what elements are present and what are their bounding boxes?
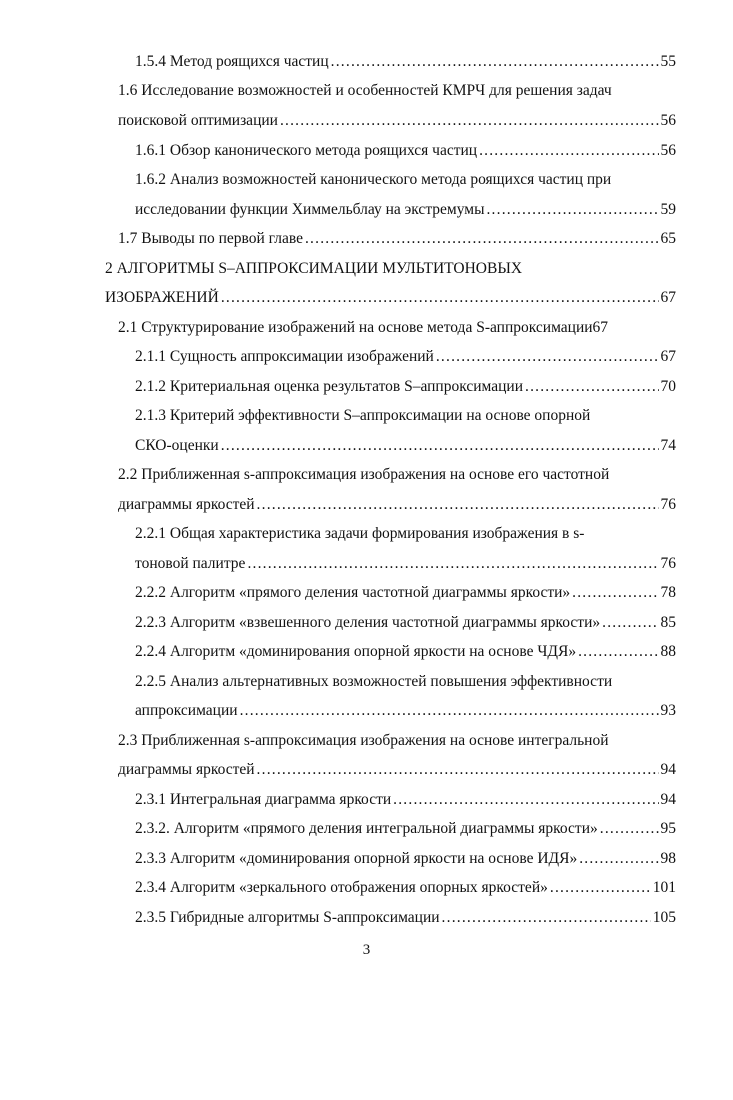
- toc-entry-title: ИЗОБРАЖЕНИЙ: [105, 289, 219, 306]
- toc-entry-page: 67: [592, 319, 609, 336]
- toc-entry-page: 55: [660, 53, 676, 70]
- leader-dots: [525, 376, 659, 398]
- toc-entry[interactable]: [135, 140, 676, 162]
- toc-entry[interactable]: 2.2 Приближенная s-аппроксимация изображения на основе его частотной: [118, 466, 610, 483]
- toc-entry[interactable]: [118, 494, 676, 516]
- toc-entry-page: 67: [660, 289, 676, 306]
- toc-entry-title: 1.7 Выводы по первой главе: [118, 230, 303, 247]
- toc-entry-title: 1.6.1 Обзор канонического метода роящихся частиц: [135, 142, 478, 159]
- toc-entry-page: 65: [660, 230, 676, 247]
- leader-dots: [221, 287, 659, 309]
- toc-entry-title: диаграммы яркостей: [118, 761, 255, 778]
- leader-dots: [393, 789, 658, 811]
- toc-entry-page: 76: [660, 555, 676, 572]
- leader-dots: [572, 582, 658, 604]
- toc-entry[interactable]: [135, 376, 676, 398]
- toc-entry[interactable]: [118, 110, 676, 132]
- toc-entry-title: 2.3.1 Интегральная диаграмма яркости: [135, 791, 392, 808]
- toc-entry-title: тоновой палитре: [135, 555, 246, 572]
- toc-entry[interactable]: [135, 907, 676, 929]
- toc-entry-title: поисковой оптимизации: [118, 112, 278, 129]
- toc-entry-page: 56: [660, 142, 676, 159]
- leader-dots: [486, 199, 658, 221]
- toc-entry-page: 67: [660, 348, 676, 365]
- toc-entry-page: 76: [660, 496, 676, 513]
- toc-entry-page: 94: [660, 761, 676, 778]
- toc-entry-page: 85: [660, 614, 676, 631]
- toc-entry-title: исследовании функции Химмельблау на экстремумы: [135, 201, 485, 218]
- toc-entry-page: 94: [660, 791, 676, 808]
- toc-entry-page: 93: [660, 702, 676, 719]
- toc-entry[interactable]: [135, 346, 676, 368]
- toc-entry[interactable]: [135, 818, 676, 840]
- toc-entry-page: 98: [660, 850, 676, 867]
- toc-entry-page: 74: [660, 437, 676, 454]
- leader-dots: [436, 346, 659, 368]
- toc-entry[interactable]: [135, 199, 676, 221]
- leader-dots: [331, 51, 659, 73]
- toc-entry-page: 78: [660, 584, 676, 601]
- toc-entry-title: 2.3.5 Гибридные алгоритмы S-аппроксимации: [135, 909, 440, 926]
- toc-entry-title: 2.3.3 Алгоритм «доминирования опорной яркости на основе ИДЯ»: [135, 850, 578, 867]
- toc-entry-title: аппроксимации: [135, 702, 238, 719]
- toc-entry[interactable]: [118, 759, 676, 781]
- toc-entry[interactable]: [105, 287, 676, 309]
- toc-entry[interactable]: [118, 228, 676, 250]
- leader-dots: [280, 110, 659, 132]
- leader-dots: [442, 907, 651, 929]
- leader-dots: [240, 700, 659, 722]
- leader-dots: [550, 877, 651, 899]
- toc-entry-title: 2.1.1 Сущность аппроксимации изображений: [135, 348, 434, 365]
- toc-entry[interactable]: 2.2.1 Общая характеристика задачи формирования изображения в s-: [135, 525, 585, 542]
- toc-entry-page: 88: [660, 643, 676, 660]
- leader-dots: [257, 494, 659, 516]
- toc-entry[interactable]: 1.6 Исследование возможностей и особенностей КМРЧ для решения задач: [118, 82, 612, 99]
- toc-entry-page: 95: [660, 820, 676, 837]
- toc-entry[interactable]: [135, 612, 676, 634]
- toc-entry[interactable]: 1.6.2 Анализ возможностей канонического метода роящихся частиц при: [135, 171, 612, 188]
- toc-entry-title: 2.3.2. Алгоритм «прямого деления интегральной диаграммы яркости»: [135, 820, 598, 837]
- toc-entry-title: 2.2.4 Алгоритм «доминирования опорной яркости на основе ЧДЯ»: [135, 643, 577, 660]
- toc-entry[interactable]: [135, 789, 676, 811]
- leader-dots: [221, 435, 659, 457]
- toc-entry[interactable]: [135, 877, 676, 899]
- toc-entry[interactable]: 2 АЛГОРИТМЫ S–АППРОКСИМАЦИИ МУЛЬТИТОНОВЫХ: [105, 260, 523, 277]
- toc-entry[interactable]: [135, 553, 676, 575]
- toc-entry-page: 70: [660, 378, 676, 395]
- leader-dots: [247, 553, 658, 575]
- leader-dots: [257, 759, 659, 781]
- toc-entry-title: 2.1.2 Критериальная оценка результатов S–аппроксимации: [135, 378, 523, 395]
- toc-entry-title: 2.2.2 Алгоритм «прямого деления частотной диаграммы яркости»: [135, 584, 571, 601]
- toc-entry[interactable]: 2.1.3 Критерий эффективности S–аппроксимации на основе опорной: [135, 407, 591, 424]
- toc-entry-page: 59: [660, 201, 676, 218]
- page-number: 3: [362, 942, 371, 958]
- toc-entry-title: 2.3.4 Алгоритм «зеркального отображения опорных яркостей»: [135, 879, 548, 896]
- toc-entry[interactable]: 2.3 Приближенная s-аппроксимация изображения на основе интегральной: [118, 732, 609, 749]
- toc-entry-page: 101: [652, 879, 676, 896]
- leader-dots: [305, 228, 659, 250]
- leader-dots: [578, 641, 658, 663]
- leader-dots: [579, 848, 658, 870]
- leader-dots: [479, 140, 658, 162]
- toc-entry-title: СКО-оценки: [135, 437, 219, 454]
- leader-dots: [602, 612, 658, 634]
- toc-entry[interactable]: [135, 848, 676, 870]
- toc-entry-page: 56: [660, 112, 676, 129]
- toc-entry-title: 1.5.4 Метод роящихся частиц: [135, 53, 329, 70]
- toc-entry-title: диаграммы яркостей: [118, 496, 255, 513]
- toc-entry[interactable]: 2.2.5 Анализ альтернативных возможностей повышения эффективности: [135, 673, 613, 690]
- toc-entry[interactable]: [118, 317, 676, 339]
- toc-entry[interactable]: [135, 582, 676, 604]
- toc-entry-title: 2.2.3 Алгоритм «взвешенного деления частотной диаграммы яркости»: [135, 614, 601, 631]
- toc-entry[interactable]: [135, 51, 676, 73]
- toc-entry[interactable]: [135, 700, 676, 722]
- toc-entry-title: 2.1 Структурирование изображений на основе метода S-аппроксимации: [118, 319, 593, 336]
- toc-entry[interactable]: [135, 435, 676, 457]
- leader-dots: [600, 818, 659, 840]
- toc-entry[interactable]: [135, 641, 676, 663]
- toc-entry-page: 105: [652, 909, 676, 926]
